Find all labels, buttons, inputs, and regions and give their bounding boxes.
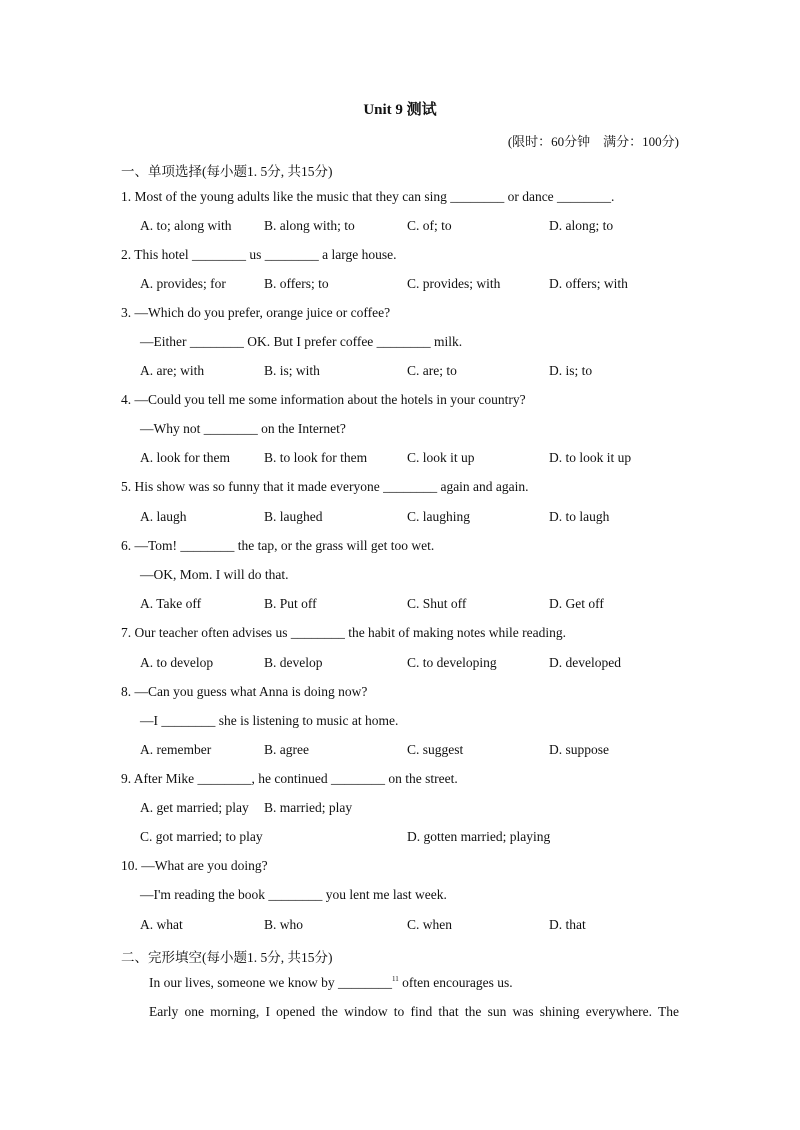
q5-option-d: D. to laugh bbox=[549, 509, 610, 524]
question-5-text: 5. His show was so funny that it made everyone ________ again and again. bbox=[121, 479, 529, 494]
question-6-text: 6. —Tom! ________ the tap, or the grass will get too wet. bbox=[121, 538, 435, 553]
question-10-text: 10. —What are you doing? bbox=[121, 858, 268, 873]
question-6-reply: —OK, Mom. I will do that. bbox=[140, 567, 289, 582]
question-9-text: 9. After Mike ________, he continued ________ on the street. bbox=[121, 771, 458, 786]
q1-option-b: B. along with; to bbox=[264, 218, 355, 233]
question-2-text: 2. This hotel ________ us ________ a large house. bbox=[121, 247, 397, 262]
q4-option-b: B. to look for them bbox=[264, 450, 368, 465]
q8-option-c: C. suggest bbox=[407, 742, 464, 757]
blank-number-11: 11 bbox=[391, 975, 399, 983]
question-4-reply: —Why not ________ on the Internet? bbox=[140, 421, 346, 436]
q10-option-d: D. that bbox=[549, 917, 586, 932]
q3-option-a: A. are; with bbox=[140, 363, 205, 378]
q2-option-d: D. offers; with bbox=[549, 276, 628, 291]
q7-option-d: D. developed bbox=[549, 655, 621, 670]
q3-option-c: C. are; to bbox=[407, 363, 457, 378]
q9-option-a: A. get married; play bbox=[140, 800, 249, 815]
page-title: Unit 9 测试 bbox=[363, 102, 437, 118]
q7-option-c: C. to developing bbox=[407, 655, 497, 670]
q7-option-b: B. develop bbox=[264, 655, 323, 670]
section-heading-cloze: 二、完形填空(每小题1. 5分, 共15分) bbox=[121, 950, 333, 965]
question-1-text: 1. Most of the young adults like the music that they can sing ________ or dance ________. bbox=[121, 189, 615, 204]
time-score-limit: (限时：60分钟 满分：100分) bbox=[507, 134, 679, 149]
q1-option-a: A. to; along with bbox=[140, 218, 232, 233]
q7-option-a: A. to develop bbox=[140, 655, 214, 670]
q3-option-d: D. is; to bbox=[549, 363, 593, 378]
q4-option-a: A. look for them bbox=[140, 450, 230, 465]
q3-option-b: B. is; with bbox=[264, 363, 320, 378]
question-3-reply: —Either ________ OK. But I prefer coffee ________ milk. bbox=[140, 334, 463, 349]
cloze-p1-after: often encourages us. bbox=[398, 975, 513, 990]
q8-option-d: D. suppose bbox=[549, 742, 609, 757]
cloze-paragraph-1 bbox=[149, 975, 513, 991]
q1-option-c: C. of; to bbox=[407, 218, 452, 233]
q4-option-c: C. look it up bbox=[407, 450, 475, 465]
q1-option-d: D. along; to bbox=[549, 218, 614, 233]
q6-option-a: A. Take off bbox=[140, 596, 202, 611]
q6-option-b: B. Put off bbox=[264, 596, 317, 611]
question-10-reply: —I'm reading the book ________ you lent me last week. bbox=[140, 887, 447, 902]
q6-option-d: D. Get off bbox=[549, 596, 604, 611]
q2-option-c: C. provides; with bbox=[407, 276, 501, 291]
q10-option-a: A. what bbox=[140, 917, 183, 932]
q5-option-c: C. laughing bbox=[407, 509, 470, 524]
cloze-paragraph-2: Early one morning, I opened the window to find that the sun was shining everywhere. The bbox=[149, 1004, 679, 1019]
q9-option-b: B. married; play bbox=[264, 800, 353, 815]
q10-option-c: C. when bbox=[407, 917, 452, 932]
q2-option-b: B. offers; to bbox=[264, 276, 329, 291]
q9-option-c: C. got married; to play bbox=[140, 829, 263, 844]
cloze-p1-before: In our lives, someone we know by ________ bbox=[149, 975, 392, 990]
question-8-text: 8. —Can you guess what Anna is doing now? bbox=[121, 684, 368, 699]
question-8-reply: —I ________ she is listening to music at home. bbox=[140, 713, 399, 728]
q2-option-a: A. provides; for bbox=[140, 276, 226, 291]
q9-option-d: D. gotten married; playing bbox=[407, 829, 551, 844]
q10-option-b: B. who bbox=[264, 917, 304, 932]
q5-option-a: A. laugh bbox=[140, 509, 187, 524]
q8-option-a: A. remember bbox=[140, 742, 212, 757]
q8-option-b: B. agree bbox=[264, 742, 309, 757]
q4-option-d: D. to look it up bbox=[549, 450, 632, 465]
section-heading-multiple-choice: 一、单项选择(每小题1. 5分, 共15分) bbox=[121, 164, 333, 179]
question-4-text: 4. —Could you tell me some information about the hotels in your country? bbox=[121, 392, 526, 407]
q5-option-b: B. laughed bbox=[264, 509, 323, 524]
question-3-text: 3. —Which do you prefer, orange juice or coffee? bbox=[121, 305, 391, 320]
question-7-text: 7. Our teacher often advises us ________ the habit of making notes while reading. bbox=[121, 625, 567, 640]
q6-option-c: C. Shut off bbox=[407, 596, 467, 611]
